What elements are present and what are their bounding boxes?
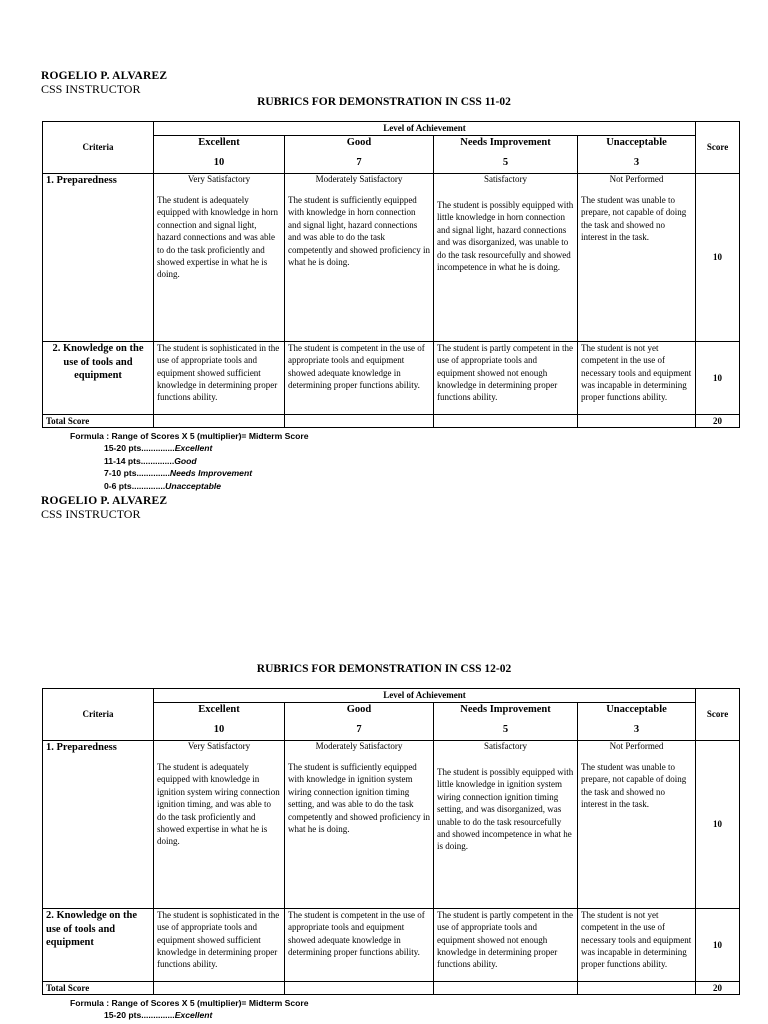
rubric-cell: The student is partly competent in the use of appropriate tools and equipment showed not enough knowledge in determining proper functions ability. (434, 342, 578, 415)
legend-item: 15-20 pts..............Excellent (104, 1010, 213, 1020)
level-good-header: Good 7 (285, 703, 434, 741)
level-of-achievement-header: Level of Achievement (154, 122, 696, 136)
rubric-cell: The student is sophisticated in the use of appropriate tools and equipment showed sufficient knowledge in determining proper functions ability. (154, 342, 285, 415)
criteria-header: Criteria (43, 689, 154, 741)
author-role: CSS INSTRUCTOR (41, 507, 141, 521)
legend-item: 11-14 pts..............Good (104, 455, 197, 466)
criterion-score: 10 (696, 342, 740, 415)
level-unacceptable-header: Unacceptable 3 (578, 136, 696, 174)
table-row (43, 342, 740, 415)
rubric-cell: The student is competent in the use of appropriate tools and equipment showed adequate knowledge in determining proper functions ability. (285, 909, 434, 982)
score-legend (104, 1009, 212, 1022)
criterion-label: 2. Knowledge on the use of tools and equipment (46, 910, 138, 948)
rubric1-title: RUBRICS FOR DEMONSTRATION IN CSS 11-02 (257, 96, 511, 108)
level-excellent-header: Excellent 10 (154, 136, 285, 174)
table-row (43, 909, 740, 982)
level-needs-improvement-header: Needs Improvement 5 (434, 703, 578, 741)
formula-text: Formula : Range of Scores X 5 (multiplier)= Midterm Score (70, 998, 309, 1008)
criterion-label: 1. Preparedness (46, 175, 117, 186)
criteria-header: Criteria (43, 122, 154, 174)
table-row (43, 174, 740, 342)
total-row (43, 415, 740, 428)
level-excellent-header: Excellent 10 (154, 703, 285, 741)
rubric2-title: RUBRICS FOR DEMONSTRATION IN CSS 12-02 (256, 663, 512, 675)
criterion-score: 10 (696, 741, 740, 909)
rubric2-table (42, 688, 740, 995)
rubric-cell: Satisfactory The student is possibly equipped with little knowledge in horn connection and signal light, hazard connections and was disorganized, was unable to do the task resourcefully and showed incompetence in what he is doing. (434, 174, 578, 342)
author-name: ROGELIO P. ALVAREZ (41, 495, 168, 507)
rubric-cell: Very Satisfactory The student is adequately equipped with knowledge in ignition system wiring connection ignition timing, and was able to do the task proficiently and showed expertise in what he is doing. (154, 741, 285, 909)
rubric-cell: The student is not yet competent in the use of necessary tools and equipment was incapable in determining proper functions ability. (578, 342, 696, 415)
criterion-label: 2. Knowledge on the use of tools and equipment (52, 343, 144, 381)
score-header: Score (696, 689, 740, 741)
level-needs-improvement-header: Needs Improvement 5 (434, 136, 578, 174)
formula-text: Formula : Range of Scores X 5 (multiplier)= Midterm Score (70, 431, 309, 441)
rubric1-table (42, 121, 740, 428)
table-row (43, 741, 740, 909)
criterion-score: 10 (696, 909, 740, 982)
criterion-score: 10 (696, 174, 740, 342)
rubric-cell: The student is sophisticated in the use of appropriate tools and equipment showed sufficient knowledge in determining proper functions ability. (154, 909, 285, 982)
author-block (41, 495, 167, 521)
score-header: Score (696, 122, 740, 174)
author-name: ROGELIO P. ALVAREZ (41, 70, 168, 82)
legend-item: 7-10 pts..............Needs Improvement (104, 468, 253, 479)
rubric-cell: The student is partly competent in the use of appropriate tools and equipment showed not enough knowledge in determining proper functions ability. (434, 909, 578, 982)
rubric-cell: Very Satisfactory The student is adequately equipped with knowledge in horn connection and signal light, hazard connections and was able to do the task proficiently and showed expertise in what he is doing. (154, 174, 285, 342)
rubric-cell: Moderately Satisfactory The student is sufficiently equipped with knowledge in horn connection and signal light, hazard connections and was able to do the task competently and showed proficiency in what he is doing. (285, 174, 434, 342)
criterion-label: 1. Preparedness (46, 742, 117, 753)
total-score-value: 20 (696, 415, 740, 428)
total-score-label: Total Score (43, 415, 154, 428)
legend-item: 0-6 pts..............Unacceptable (104, 481, 222, 492)
rubric-cell: Not Performed The student was unable to prepare, not capable of doing the task and showed no interest in the task. (578, 174, 696, 342)
total-score-label: Total Score (43, 982, 154, 995)
level-good-header: Good 7 (285, 136, 434, 174)
rubric-cell: The student is not yet competent in the use of necessary tools and equipment was incapable in determining proper functions ability. (578, 909, 696, 982)
level-of-achievement-header: Level of Achievement (154, 689, 696, 703)
level-unacceptable-header: Unacceptable 3 (578, 703, 696, 741)
author-role: CSS INSTRUCTOR (41, 82, 141, 96)
total-row (43, 982, 740, 995)
rubric-cell: Satisfactory The student is possibly equipped with little knowledge in ignition system wiring connection ignition timing setting, and was disorganized, was unable to do the task resourcefully and showed incompetence in what he is doing. (434, 741, 578, 909)
author-block (41, 70, 167, 96)
legend-item: 15-20 pts..............Excellent (104, 443, 213, 453)
total-score-value: 20 (696, 982, 740, 995)
rubric-cell: Not Performed The student was unable to prepare, not capable of doing the task and showed no interest in the task. (578, 741, 696, 909)
rubric-cell: Moderately Satisfactory The student is sufficiently equipped with knowledge in ignition system wiring connection ignition timing setting, and was able to do the task competently and showed proficiency in what he is doing. (285, 741, 434, 909)
score-legend (104, 442, 252, 493)
rubric-cell: The student is competent in the use of appropriate tools and equipment showed adequate knowledge in determining proper functions ability. (285, 342, 434, 415)
